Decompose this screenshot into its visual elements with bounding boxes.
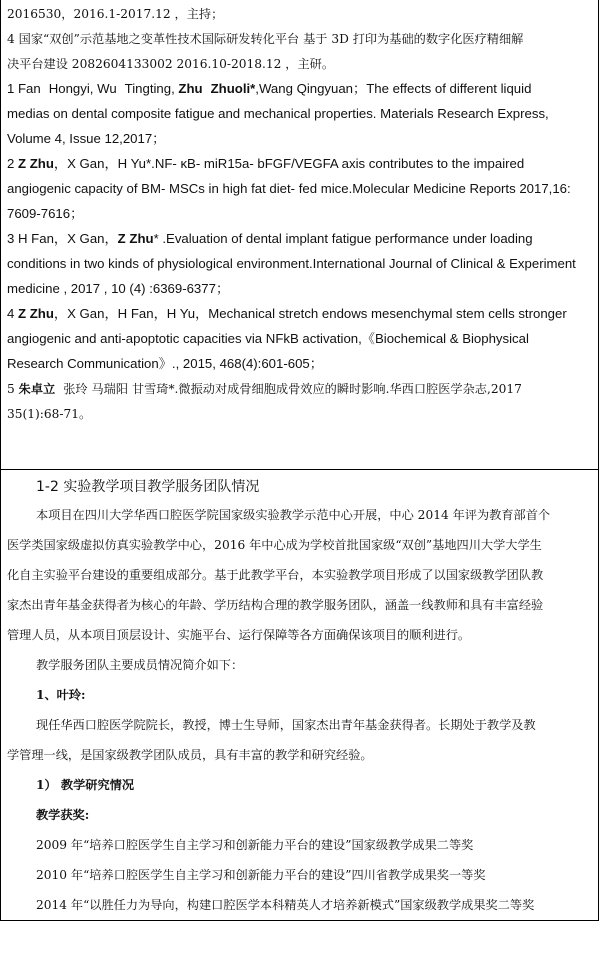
team-intro-line5: 管理人员，从本项目顶层设计、实施平台、运行保障等各方面确保该项目的顺利进行。 <box>7 628 471 642</box>
publication-1-line3: Volume 4, Issue 12,2017； <box>7 131 166 146</box>
publication-2-line3: 7609-7616； <box>7 206 84 221</box>
member-1-desc-line1: 现任华西口腔医学院院长，教授，博士生导师，国家杰出青年基金获得者。长期处于教学及教 <box>36 718 536 732</box>
team-intro-line2: 医学类国家级虚拟仿真实验教学中心，2016 年中心成为学校首批国家级“双创”基地四川大学大学生 <box>7 538 542 552</box>
author-highlight: Zhuoli* <box>210 81 256 96</box>
member-1-name: 1、叶玲: <box>36 688 86 702</box>
team-intro-line3: 化自主实验平台建设的重要组成部分。基于此教学平台，本实验教学项目形成了以国家级教学团队教 <box>7 568 544 582</box>
project-3-tail: 2016530，2016.1-2017.12 ，主持； <box>7 7 224 21</box>
author-highlight: Z Zhu <box>18 156 54 171</box>
team-section-heading: 1-2 实验教学项目教学服务团队情况 <box>36 479 260 495</box>
publication-1-line2: medias on dental composite fatigue and mechanical properties. Materials Research Express, <box>7 106 549 121</box>
author-highlight: Z Zhu <box>117 231 154 246</box>
research-heading: 1） 教学研究情况 <box>36 778 135 792</box>
publication-4-line3: Research Communication》., 2015, 468(4):601-605； <box>7 356 323 371</box>
publication-3-line2: conditions in two kinds of physiological environment.International Journal of Clinical & Experiment <box>7 256 576 271</box>
publication-1-line1: 1 Fan Hongyi, Wu Tingting, Zhu Zhuoli*,Wang Qingyuan；The effects of different liquid <box>7 81 532 96</box>
author-highlight: Zhu <box>178 81 203 96</box>
member-1-desc-line2: 学管理一线，是国家级教学团队成员，具有丰富的教学和研究经验。 <box>7 748 373 762</box>
team-intro-line1: 本项目在四川大学华西口腔医学院国家级实验教学示范中心开展，中心 2014 年评为教育部首个 <box>36 508 551 522</box>
publication-5-line1: 5 朱卓立 张玲 马瑞阳 甘雪琦*.微振动对成骨细胞成骨效应的瞬时影响.华西口腔医学杂志,2017 <box>7 382 522 396</box>
publication-5-line2: 35(1):68-71。 <box>7 407 92 421</box>
publication-2-line1: 2 Z Zhu，X Gan，H Yu*.NF- κB- miR15a- bFGF/VEGFA axis contributes to the impaired <box>7 156 525 171</box>
author-highlight: 朱卓立 <box>18 382 56 396</box>
award-item: 2010 年“培养口腔医学生自主学习和创新能力平台的建设”四川省教学成果奖一等奖 <box>36 868 486 882</box>
award-item: 2009 年“培养口腔医学生自主学习和创新能力平台的建设”国家级教学成果二等奖 <box>36 838 474 852</box>
publication-3-line1: 3 H Fan，X Gan，Z Zhu* .Evaluation of dental implant fatigue performance under loading <box>7 231 533 246</box>
members-intro: 教学服务团队主要成员情况简介如下： <box>36 658 244 672</box>
award-item: 2014 年“以胜任力为导向，构建口腔医学本科精英人才培养新模式”国家级教学成果奖二等奖 <box>36 898 535 912</box>
awards-heading: 教学获奖: <box>36 808 90 822</box>
publication-4-line1: 4 Z Zhu，X Gan，H Fan，H Yu，Mechanical stretch endows mesenchymal stem cells stronger <box>7 306 567 321</box>
author-highlight: Z Zhu <box>18 306 54 321</box>
project-4-line1: 4 国家“双创”示范基地之变革性技术国际研发转化平台 基于 3D 打印为基础的数字化医疗精细解 <box>7 32 524 46</box>
publication-4-line2: angiogenic and anti-apoptotic capacities via NFkB activation,《Biochemical & Biophysical <box>7 331 529 346</box>
publication-2-line2: angiogenic capacity of BM- MSCs in high fat diet- fed mice.Molecular Medicine Reports 2017,16: <box>7 181 571 196</box>
project-4-line2: 决平台建设 2082604133002 2016.10-2018.12 ，主研。 <box>7 57 335 71</box>
publication-3-line3: medicine , 2017 , 10 (4) :6369-6377； <box>7 281 230 296</box>
team-intro-line4: 家杰出青年基金获得者为核心的年龄、学历结构合理的教学服务团队，涵盖一线教师和具有丰富经验 <box>7 598 544 612</box>
